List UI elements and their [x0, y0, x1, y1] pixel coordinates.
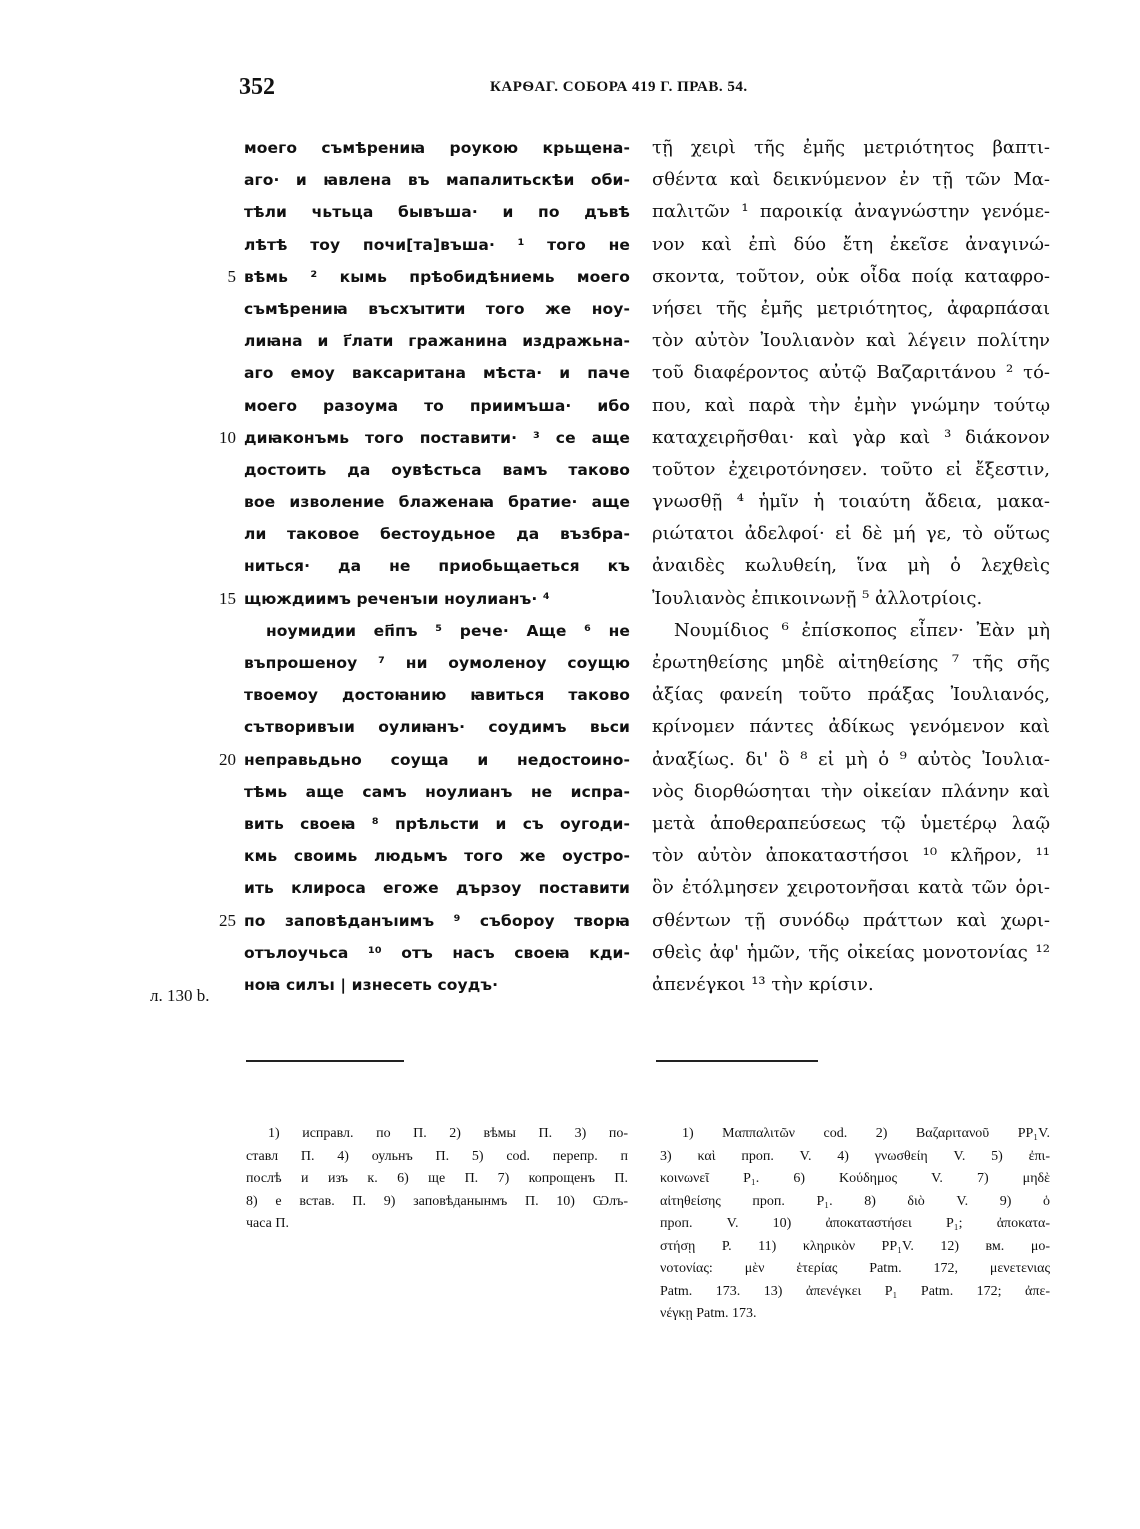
greek-text-line: σθεὶς ἀφ' ἡμῶν, τῆς οἰκείας μονοτονίας ¹² — [652, 941, 1050, 963]
running-head: КАРѲАГ. СОБОРА 419 Г. ПРАВ. 54. — [490, 79, 748, 95]
greek-text-line: νον καὶ ἐπὶ δύο ἔτη ἐκεῖσε ἀναγινώ- — [652, 233, 1050, 255]
slavonic-text-line: моего съмѣрениꙗ роукою крьщена- — [244, 139, 630, 157]
footnote-line: ставл П. 4) оульнъ П. 5) cod. перепр. п — [246, 1148, 628, 1164]
slavonic-text-line: ноумидии еп҃пъ ⁵ рече· Аще ⁶ не — [266, 621, 630, 640]
greek-text-line: Ἰουλιανὸς ἐπικοινωνῇ ⁵ ἀλλοτρίοις. — [652, 587, 983, 609]
greek-text-line: που, καὶ παρὰ τὴν ἐμὴν γνώμην τούτῳ — [652, 394, 1050, 416]
slavonic-text-line: диꙗконъмь того поставити· ³ се аще — [244, 428, 630, 447]
footnote-line: послѣ и изъ к. 6) ще П. 7) копрощенъ П. — [246, 1171, 628, 1186]
footnote-line: στήσῃ P. 11) κληρικὸν PP₁V. 12) вм. μο- — [660, 1238, 1050, 1254]
slavonic-text-line: аго· и ꙗвлена въ мапалитьскѣи оби- — [244, 171, 630, 190]
greek-text-line: τοῦ διαφέροντος αὐτῷ Βαζαριτάνου ² τό- — [652, 362, 1050, 384]
slavonic-text-line: лѣтѣ тоу почи[та]въша· ¹ того не — [244, 235, 630, 254]
slavonic-text-line: по заповѣданъıимъ ⁹ събороу творꙗ — [244, 911, 630, 930]
greek-text-line: ὃν ἐτόλμησεν χειροτονῆσαι κατὰ τῶν ὁρι- — [652, 877, 1050, 899]
folio-reference: л. 130 b. — [150, 986, 210, 1005]
greek-text-line: ἀναξίως. δι' ὃ ⁸ εἰ μὴ ὁ ⁹ αὐτὸς Ἰουλια- — [652, 748, 1050, 770]
slavonic-text-line: отълоучьса ¹⁰ отъ насъ своеꙗ кди- — [244, 943, 630, 962]
greek-text-line: ἀπενέγκοι ¹³ τὴν κρίσιν. — [652, 973, 874, 995]
slavonic-text-line: въпрошеноу ⁷ ни оумоленоу соущю — [244, 654, 630, 672]
slavonic-text-line: тѣмь аще самъ ноулианъ не испра- — [244, 782, 630, 801]
footnote-line: проп. V. 10) ἀποκαταστήσει P₁; ἀποκατα- — [660, 1216, 1050, 1231]
greek-text-line: γνωσθῇ ⁴ ἡμῖν ἡ τοιαύτη ἄδεια, μακα- — [652, 491, 1050, 513]
greek-text-line: τὸν αὐτὸν ἀποκαταστήσοι ¹⁰ κλῆρον, ¹¹ — [652, 845, 1050, 867]
footnote-line: часа П. — [246, 1216, 289, 1231]
slavonic-text-line: тѣли чьтьца бывъша· и по дъвѣ — [244, 203, 630, 222]
footnote-line: κοινωνεῖ P₁. 6) Κούδημος V. 7) μηδὲ — [660, 1171, 1050, 1186]
footnote-line: αἰτηθείσης проп. P₁. 8) διὸ V. 9) ὁ — [660, 1193, 1050, 1209]
line-number: 20 — [219, 749, 236, 769]
slavonic-text-line: ниться· да не приобьщаеться къ — [244, 557, 630, 576]
slavonic-text-line: вить своеꙗ ⁸ прѣльсти и съ оугоди- — [244, 814, 630, 833]
slavonic-text-line: лиꙗна и г҃лати гражанина издражьна- — [244, 332, 630, 351]
slavonic-text-line: вѣмь ² кымь прѣобидѣниемь моего — [244, 267, 630, 286]
greek-text-line: ἐρωτηθείσης μηδὲ αἰτηθείσης ⁷ τῆς σῆς — [652, 652, 1050, 673]
slavonic-text-line: аго емоу ваксаритана мѣста· и паче — [244, 364, 630, 383]
footnote-line: 3) καὶ проп. V. 4) γνωσθείη V. 5) ἐπι- — [660, 1148, 1050, 1164]
slavonic-text-line: ноꙗ силъı | изнесеть соудъ· — [244, 975, 499, 994]
footnotes-left — [246, 1123, 628, 1236]
slavonic-column — [219, 132, 630, 1001]
footnote-line: Patm. 173. 13) ἀπενέγκει P₁ Patm. 172; ἀπε- — [660, 1283, 1050, 1299]
slavonic-text-line: твоемоу достоꙗнию ꙗвиться таково — [244, 686, 630, 705]
page-number: 352 — [239, 74, 275, 100]
greek-text-line: σθέντα καὶ δεικνύμενον ἐν τῇ τῶν Μα- — [652, 169, 1050, 191]
slavonic-text-line: съмѣрениꙗ въсхꙑтити того же ноу- — [244, 299, 630, 318]
greek-text-line: καταχειρῆσθαι· καὶ γὰρ καὶ ³ διάκονον — [652, 426, 1050, 448]
line-number: 5 — [227, 266, 236, 286]
line-number: 15 — [219, 588, 236, 608]
greek-text-line: μετὰ ἀποθεραπεύσεως τῷ ὑμετέρῳ λαῷ — [652, 812, 1050, 834]
footnote-rule-right — [656, 1060, 818, 1062]
slavonic-text-line: ить клироса егоже дързоу поставити — [244, 879, 630, 898]
greek-column — [652, 132, 1050, 1001]
slavonic-text-line: неправьдьно соуща и недостоино- — [244, 750, 630, 769]
slavonic-text-line: вое изволение блаженаꙗ братие· аще — [244, 493, 630, 512]
greek-text-line: κρίνομεν πάντες ἀδίκως γενόμενον καὶ — [652, 716, 1050, 738]
greek-text-line: ἀναιδὲς κωλυθείη, ἵνα μὴ ὁ λεχθεὶς — [652, 555, 1050, 577]
footnote-line: 1) исправл. по П. 2) вѣмы П. 3) по- — [268, 1126, 628, 1141]
greek-text-line: παλιτῶν ¹ παροικίᾳ ἀναγνώστην γενόμε- — [652, 201, 1050, 223]
greek-text-line: τῇ χειρὶ τῆς ἐμῆς μετριότητος βαπτι- — [652, 137, 1050, 158]
slavonic-text-line: щюждиимъ реченъıи ноулианъ· ⁴ — [244, 589, 550, 608]
footnote-line: 8) е встав. П. 9) заповѣданынмъ П. 10) Ѡлъ- — [246, 1193, 628, 1209]
line-number: 10 — [219, 427, 236, 447]
footnote-line: νοτονίας: μὲν ἑτερίας Patm. 172, μενετενιας — [660, 1261, 1050, 1276]
greek-text-line: τὸν αὐτὸν Ἰουλιανὸν καὶ λέγειν πολίτην — [652, 330, 1050, 352]
greek-text-line: σθέντων τῇ συνόδῳ πράττων καὶ χωρι- — [652, 909, 1050, 931]
footnote-line: 1) Μαππαλιτῶν cod. 2) Βαζαριτανοῦ PP₁V. — [682, 1126, 1050, 1141]
footnote-rule-left — [246, 1060, 404, 1062]
slavonic-text-line: моего разоума то приимъша· ибо — [244, 396, 630, 415]
greek-text-line: νὸς διορθώσηται τὴν οἰκείαν πλάνην καὶ — [652, 780, 1050, 802]
greek-text-line: σκοντα, τοῦτον, οὐκ οἶδα ποίᾳ καταφρο- — [652, 265, 1050, 287]
greek-text-line: Νουμίδιος ⁶ ἐπίσκοπος εἶπεν· Ἐὰν μὴ — [674, 619, 1050, 641]
greek-text-line: ριώτατοι ἀδελφοί· εἰ δὲ μή γε, τὸ οὕτως — [652, 523, 1050, 545]
footnotes-right — [660, 1123, 1050, 1326]
slavonic-text-line: кмь своимь людьмъ того же оустро- — [244, 847, 630, 866]
line-number: 25 — [219, 910, 236, 930]
slavonic-text-line: сътворивъıи оулиꙗнъ· соудимъ вьси — [244, 718, 630, 737]
greek-text-line: νήσει τῆς ἐμῆς μετριότητος, ἀφαρπάσαι — [652, 297, 1050, 319]
slavonic-text-line: ли таковое бестоудьное да възбра- — [244, 525, 630, 544]
footnote-line: νέγκῃ Patm. 173. — [660, 1306, 757, 1321]
slavonic-text-line: достоить да оувѣстьса вамъ таково — [244, 460, 630, 479]
greek-text-line: ἀξίας φανείη τοῦτο πράξας Ἰουλιανός, — [652, 684, 1050, 706]
greek-text-line: τοῦτον ἐχειροτόνησεν. τοῦτο εἰ ἔξεστιν, — [652, 458, 1050, 480]
